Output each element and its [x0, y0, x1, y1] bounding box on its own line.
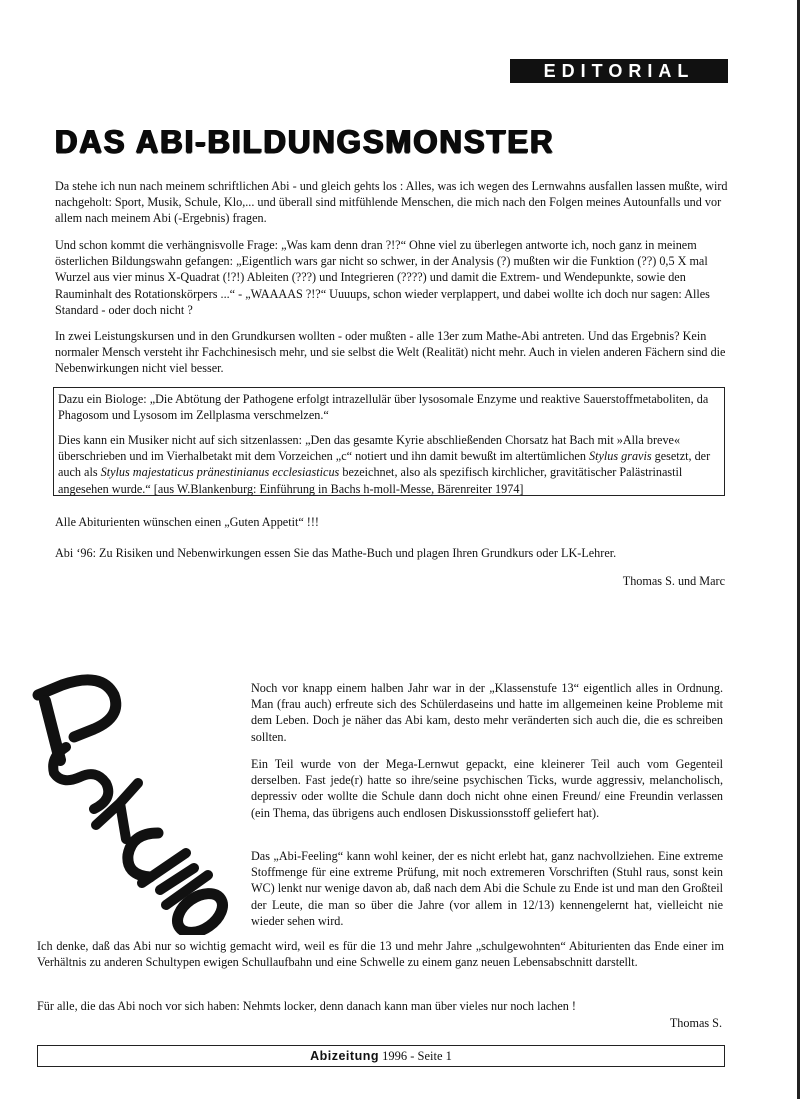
psycho-paragraph-4: Ich denke, daß das Abi nur so wichtig gemacht wird, weil es für die 13 und mehr Jahre „schulgewohnten“ Abiturienten das Ende einer im Verhältnis zu anderen Schultypen ewigen Schullaufbahn und eine Schwelle zu einem ganz neuen Lebensabschnitt darstellt.: [37, 939, 724, 970]
article-paragraph-3: In zwei Leistungskursen und in den Grundkursen wollten - oder mußten - alle 13er zum Mathe-Abi antreten. Und das Ergebnis? Kein normaler Mensch versteht ihr Fachchinesisch mehr, und sie selbst die Welt (Realität) nicht mehr. Auch in vielen anderen Fächern sind die Nebenwirkungen nicht viel besser.: [55, 329, 726, 376]
quote-musician: [58, 432, 722, 497]
psycho-artwork: [10, 665, 240, 935]
psycho-paragraph-2: Ein Teil wurde von der Mega-Lernwut gepackt, eine kleinerer Teil auch vom Gegenteil derselben. Fast jede(r) hatte so ihre/seine psychischen Ticks, wurde aggressiv, melancholisch, depressiv oder wollte die Schule dann doch nicht ohne einen Freund/ eine Freundin verlassen (ein Thema, das übrigens auch endlosen Diskussionsstoff geliefert hat).: [251, 757, 723, 820]
quote-musician-text-a: Dies kann ein Musiker nicht auf sich sitzenlassen: „Den das gesamte Kyrie abschließenden Chorsatz hat Bach mit »Alla breve« überschrieben und im Vierhalbetakt mit dem Vorzeichen „c“ notiert und ihn damit bewußt im altertümlichen: [58, 433, 681, 464]
footer-page-number: 1996 - Seite 1: [378, 1049, 452, 1063]
article-paragraph-2: Und schon kommt die verhängnisvolle Frage: „Was kam denn dran ?!?“ Ohne viel zu überlegen antworte ich, noch ganz in meinem österlichen Bildungswahn gefangen: „Eigentlich wars gar nicht so schwer, in der Analysis (?) mußten wir die Funktion (??) 0,5 X mal Wurzel aus vier minus X-Quadrat (!?!) Ableiten (???) und Integrieren (????) und damit die Extrem- und Wendepunkte, sowie den Rauminhalt des Rotationskörpers ...“ - „WAAAAS ?!?“ Uuuups, schon wieder verplappert, und dabei wollte ich doch nur sagen: Alles Standard - oder doch nicht ?: [55, 238, 710, 317]
quote-musician-italic-b: Stylus majestaticus pränestinianus ecclesiasticus: [100, 465, 340, 480]
quote-biologist: Dazu ein Biologe: „Die Abtötung der Pathogene erfolgt intrazellulär über lysosomale Enzyme und reaktive Sauerstoffmetaboliten, da Phagosom und Lysosom im Zellplasma verschmelzen.“: [58, 392, 709, 423]
article-signature: Thomas S. und Marc: [622, 574, 725, 588]
page-footer: [37, 1045, 725, 1067]
psycho-paragraph-3: Das „Abi-Feeling“ kann wohl keiner, der es nicht erlebt hat, ganz nachvollziehen. Eine extreme Stoffmenge für eine extreme Prüfung, mit noch extremeren Vorschriften (Stuhl raus, sonst kein WC) lenkt nur wenige davon ab, daß nach dem Abi die Schule zu Ende ist und man den Großteil der Leute, die man so über die Jahre (vor allem in 12/13) kennengelernt hat, vielleicht nie wieder sehen wird.: [251, 849, 723, 928]
psycho-signature: Thomas S.: [669, 1016, 722, 1030]
quote-box: [53, 387, 725, 496]
article-paragraph-5: Abi ‘96: Zu Risiken und Nebenwirkungen essen Sie das Mathe-Buch und plagen Ihren Grundkurs oder LK-Lehrer.: [55, 546, 617, 560]
page-title: DAS ABI-BILDUNGSMONSTER: [55, 123, 555, 160]
psycho-paragraph-5: Für alle, die das Abi noch vor sich haben: Nehmts locker, denn danach kann man über vieles nur noch lachen !: [37, 999, 576, 1013]
section-label: EDITORIAL: [510, 59, 728, 83]
quote-musician-text-c: bezeichnet, also als spezifisch kirchlicher, gravitätischer Palästrinastil angesehen wurde.“ [aus W.Blankenburg: Einführung in Bachs h-moll-Messe, Bärenreiter 1974]: [58, 465, 683, 496]
quote-musician-italic-a: Stylus gravis: [588, 449, 652, 464]
article-paragraph-4: Alle Abiturienten wünschen einen „Guten Appetit“ !!!: [55, 515, 319, 529]
article-paragraph-1: Da stehe ich nun nach meinem schriftlichen Abi - und gleich gehts los : Alles, was ich wegen des Lernwahns ausfallen lassen mußte, wird nachgeholt: Sport, Musik, Schule, Klo,... und überall sind mitfühlende Menschen, die mich nach den Folgen meines Autounfalls und vor allem nach meinem Abi (-Ergebnis) fragen.: [55, 179, 728, 226]
psycho-letter-y: [96, 783, 138, 839]
psycho-letter-s: [53, 747, 108, 809]
footer-brand: Abizeitung: [310, 1049, 379, 1063]
quote-musician-text-b: gesetzt, der auch als: [58, 449, 711, 480]
psycho-paragraph-1: Noch vor knapp einem halben Jahr war in der „Klassenstufe 13“ eigentlich alles in Ordnung. Man (frau auch) erfreute sich des Schülerdaseins und hatte im allgemeinen keine Probleme mit dem Leben. Doch je näher das Abi kam, desto mehr veränderten sich auch die, die es schreiben sollten.: [251, 681, 723, 744]
